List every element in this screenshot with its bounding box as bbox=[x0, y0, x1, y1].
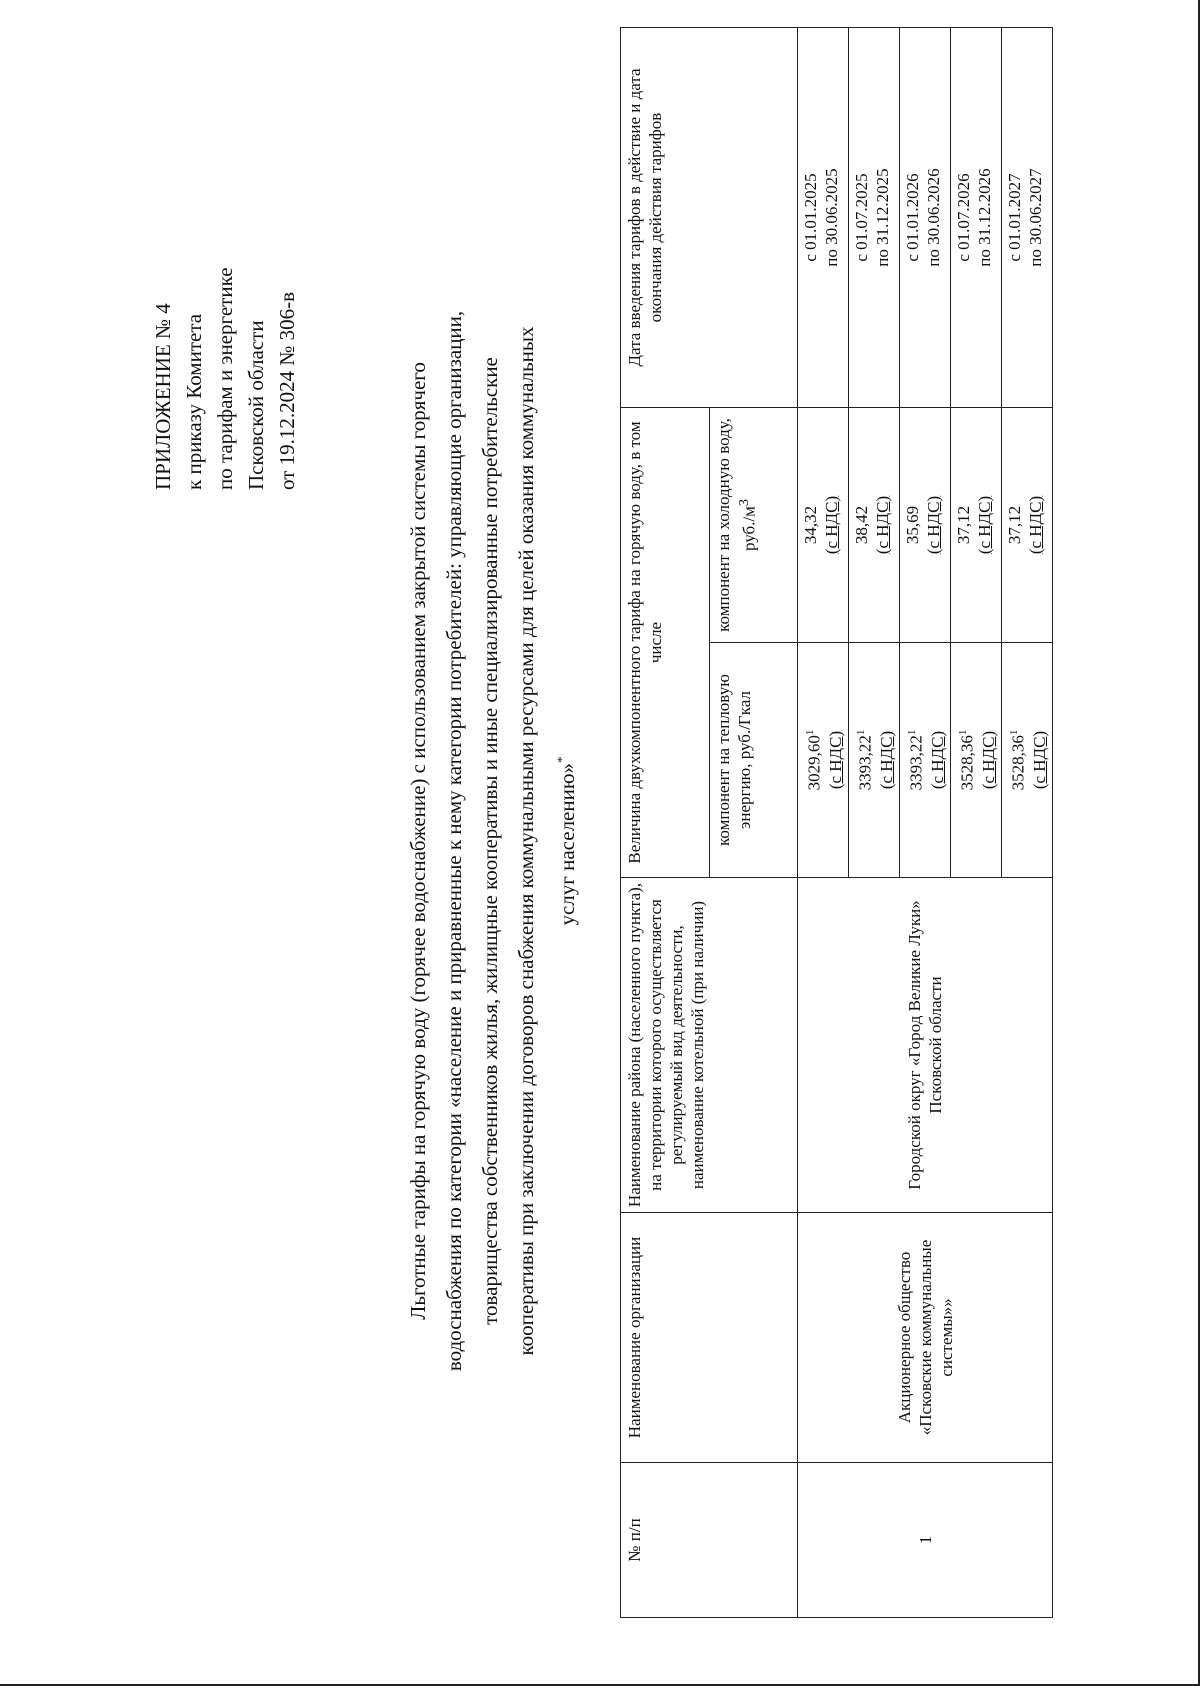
header-heat-component: компонент на тепловую энергию, руб./Гкал bbox=[709, 643, 798, 878]
cell-cold bbox=[1002, 408, 1053, 643]
cell-dates bbox=[951, 28, 1002, 408]
appendix-header bbox=[148, 70, 303, 490]
cell-num: 1 bbox=[798, 1463, 1053, 1618]
title-line: товарищества собственников жилья, жилищные кооперативы и иные специализированные потребительские bbox=[478, 357, 502, 1325]
heat-vat: (с НДС) bbox=[978, 730, 998, 790]
table-row bbox=[798, 28, 849, 1618]
cell-dates bbox=[1002, 28, 1053, 408]
header-tariff-group: Величина двухкомпонентного тарифа на горячую воду, в том числе bbox=[621, 408, 710, 878]
header-org: Наименование организации bbox=[621, 1213, 798, 1463]
date-to: по 30.06.2026 bbox=[924, 168, 943, 267]
heat-value: 3528,36 bbox=[957, 735, 977, 791]
cold-vat: (с НДС) bbox=[822, 495, 841, 555]
heat-value: 3393,22 bbox=[906, 735, 926, 791]
footnote-mark: * bbox=[554, 756, 569, 763]
tariffs-table bbox=[620, 27, 1053, 1618]
heat-vat: (с НДС) bbox=[1029, 730, 1049, 790]
cold-value: 37,12 bbox=[954, 505, 973, 545]
cell-cold bbox=[849, 408, 900, 643]
header-cold-sup: 3 bbox=[735, 499, 752, 507]
cold-value: 38,42 bbox=[852, 505, 871, 545]
heat-value: 3393,22 bbox=[855, 735, 875, 791]
header-district: Наименование района (населенного пункта), на территории которого осуществляется регулируемый вид деятельности, наименование котельной (при наличии) bbox=[621, 878, 798, 1213]
appendix-line: по тарифам и энергетике bbox=[213, 267, 237, 490]
heat-note: 1 bbox=[804, 729, 816, 736]
cold-vat: (с НДС) bbox=[873, 495, 892, 555]
date-to: по 31.12.2026 bbox=[975, 168, 994, 267]
cold-value: 34,32 bbox=[801, 505, 820, 545]
cell-heat bbox=[951, 643, 1002, 878]
heat-note: 1 bbox=[1008, 729, 1020, 736]
heat-vat: (с НДС) bbox=[876, 730, 896, 790]
table-header-row bbox=[621, 28, 710, 1618]
title-line-last bbox=[544, 186, 585, 1496]
header-cold-text: компонент на холодную воду, руб./м bbox=[713, 418, 759, 632]
date-from: с 01.07.2025 bbox=[852, 173, 871, 262]
header-cold-component bbox=[709, 408, 798, 643]
cell-heat bbox=[900, 643, 951, 878]
title-line: услуг населению» bbox=[555, 762, 579, 926]
cell-heat bbox=[1002, 643, 1053, 878]
title-line: водоснабжения по категории «население и приравненные к нему категории потребителей: управляющие организации, bbox=[442, 310, 466, 1372]
date-from: с 01.01.2026 bbox=[903, 173, 922, 262]
header-dates: Дата введения тарифов в действие и дата окончания действия тарифов bbox=[621, 28, 798, 408]
date-from: с 01.01.2025 bbox=[801, 173, 820, 262]
heat-vat: (с НДС) bbox=[927, 730, 947, 790]
cell-cold bbox=[900, 408, 951, 643]
cold-value: 35,69 bbox=[903, 505, 922, 545]
cold-vat: (с НДС) bbox=[924, 495, 943, 555]
heat-note: 1 bbox=[957, 729, 969, 736]
title-line: Льготные тарифы на горячую воду (горячее водоснабжение) с использованием закрытой системы горячего bbox=[406, 362, 430, 1320]
heat-note: 1 bbox=[855, 729, 867, 736]
appendix-line: ПРИЛОЖЕНИЕ № 4 bbox=[151, 303, 175, 490]
document-title bbox=[400, 186, 585, 1496]
appendix-line: к приказу Комитета bbox=[182, 313, 206, 490]
cell-org: Акционерное общество «Псковские коммунальные системы»» bbox=[798, 1213, 1053, 1463]
title-line: кооперативы при заключении договоров снабжения коммунальными ресурсами для целей оказания коммунальных bbox=[514, 326, 538, 1356]
date-to: по 31.12.2025 bbox=[873, 168, 892, 267]
cell-heat bbox=[849, 643, 900, 878]
cell-dates bbox=[798, 28, 849, 408]
cell-dates bbox=[849, 28, 900, 408]
date-to: по 30.06.2027 bbox=[1026, 168, 1045, 267]
cold-vat: (с НДС) bbox=[1026, 495, 1045, 555]
heat-value: 3528,36 bbox=[1008, 735, 1028, 791]
date-to: по 30.06.2025 bbox=[822, 168, 841, 267]
heat-vat: (с НДС) bbox=[825, 730, 845, 790]
heat-value: 3029,60 bbox=[804, 735, 824, 791]
cell-cold bbox=[798, 408, 849, 643]
date-from: с 01.01.2027 bbox=[1005, 173, 1024, 262]
cell-dates bbox=[900, 28, 951, 408]
appendix-line: от 19.12.2024 № 306-в bbox=[275, 291, 299, 490]
date-from: с 01.07.2026 bbox=[954, 173, 973, 262]
cold-vat: (с НДС) bbox=[975, 495, 994, 555]
cold-value: 37,12 bbox=[1005, 505, 1024, 545]
cell-cold bbox=[951, 408, 1002, 643]
appendix-line: Псковской области bbox=[244, 320, 268, 490]
heat-note: 1 bbox=[906, 729, 918, 736]
header-num: № п/п bbox=[621, 1463, 798, 1618]
cell-heat bbox=[798, 643, 849, 878]
cell-district: Городской округ «Город Великие Луки» Псковской области bbox=[798, 878, 1053, 1213]
